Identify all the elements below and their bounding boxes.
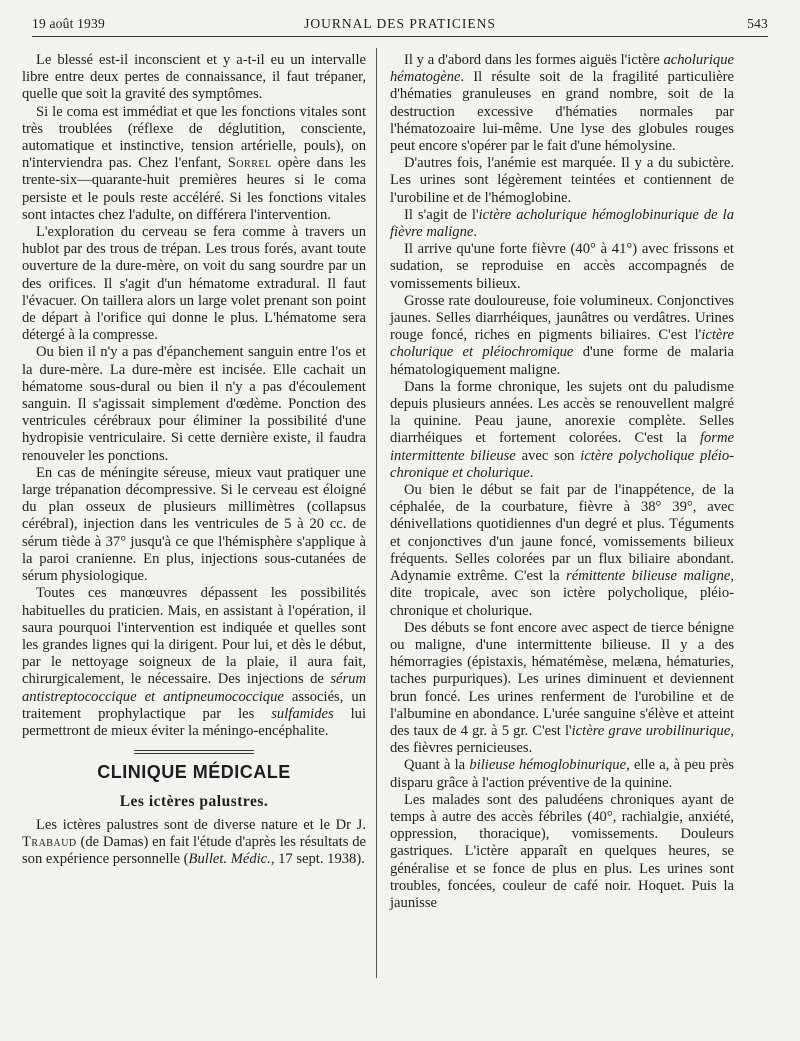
- header-page-number: 543: [747, 16, 768, 31]
- article-title: Les ictères palustres.: [119, 793, 269, 811]
- header-date: 19 août 1939: [32, 16, 105, 31]
- paragraph: Grosse rate douloureuse, foie volumineux. Conjonctives jaunes. Selles diarrhéiques, jaunâtres ou verdâtres. Urines rouge foncé, riches en pigments biliaires. C'est l'ictère cholurique et pléiochromique d'une forme de malaria hématologiquement maligne.: [390, 292, 734, 378]
- right-column: [390, 52, 734, 912]
- page-header: [32, 14, 768, 37]
- paragraph: Les ictères palustres sont de diverse nature et le Dr J. Trabaud (de Damas) en fait l'étude d'après les résultats de son expérience personnelle (Bullet. Médic., 17 sept. 1938).: [22, 816, 366, 867]
- author-name: Sorrel: [227, 155, 272, 172]
- paragraph: D'autres fois, l'anémie est marquée. Il y a du subictère. Les urines sont légèrement teintées et contiennent de l'urobiline et de l'hémoglobine.: [390, 155, 734, 206]
- section-separator: [134, 750, 254, 754]
- section-title: CLINIQUE MÉDICALE: [97, 762, 291, 783]
- paragraph: Si le coma est immédiat et que les fonctions vitales sont très troublées (réflexe de déglutition, consciente, automatique et instinctive, tension artérielle, pouls), on n'interviendra pas. Chez l'enfant, Sorrel opère dans les trente-six—quarante-huit premières heures si le coma persiste et le pouls reste accéléré. Si les fonctions vitales sont intactes chez l'adulte, on différera l'intervention.: [22, 103, 366, 223]
- author-name: Trabaud: [22, 833, 77, 850]
- paragraph: Il s'agit de l'ictère acholurique hémoglobinurique de la fièvre maligne.: [390, 206, 734, 241]
- paragraph: Le blessé est-il inconscient et y a-t-il eu un intervalle libre entre deux pertes de connaissance, il faut trépaner, quelle que soit la gravité des symptômes.: [22, 52, 366, 103]
- paragraph: Toutes ces manœuvres dépassent les possibilités habituelles du praticien. Mais, en assistant à l'opération, il saura pourquoi l'intervention est indiquée et quelles sont les grandes lignes qui la dirigent. Pour lui, et dès le début, par le nettoyage soigneux de la plaie, il aura fait, chirurgicalement, le nécessaire. Des injections de sérum antistreptococcique et antipneumococcique associés, un traitement prophylactique par les sulfamides lui permettront de mieux éviter la méningo-encéphalite.: [22, 585, 366, 739]
- paragraph: L'exploration du cerveau se fera comme à travers un hublot par des trous de trépan. Les trous forés, avant toute ouverture de la dure-mère, on voit du sang sourdre par un des orifices. Il s'agit d'un hématome extradural. Il faut l'évacuer. On taillera alors un large volet prenant son point de départ à l'orifice qui donne le plus. L'hématome sera détergé à la compresse.: [22, 224, 366, 344]
- paragraph: Ou bien le début se fait par de l'inappétence, de la céphalée, de la courbature, fièvre à 38° 39°, avec dénivellations quotidiennes d'un degré et plus. Téguments et conjonctives d'un jaune foncé, vomissements bilieux fréquents. Selles colorées par un flux biliaire abondant. Adynamie extrême. C'est la rémittente bilieuse maligne, dite tropicale, avec son ictère polycholique, pléio-chronique et cholurique.: [390, 482, 735, 619]
- paragraph: Des débuts se font encore avec aspect de tierce bénigne ou maligne, d'une intermittente bilieuse. Il y a des hémorragies (épistaxis, hématémèse, melæna, hématuries, taches purpuriques). Les urines diminuent et deviennent brun foncé. Les urines renferment de l'urobiline et de l'albumine en abondance. L'urée sanguine s'élève et atteint des taux de 4 gr. à 5 gr. C'est l'ictère grave urobilinurique, des fièvres pernicieuses.: [390, 619, 734, 757]
- left-column: [22, 52, 366, 868]
- paragraph: Ou bien il n'y a pas d'épanchement sanguin entre l'os et la dure-mère. La dure-mère est incisée. Elle cachait un hématome sous-dural ou bien il n'y a pas d'écoulement sanguin. Il s'agissait simplement d'œdème. Ponction des ventricules cérébraux pour éliminer la possibilité d'une hydropisie ventriculaire. Si cette dernière existe, il faudra renouveler les ponctions.: [22, 344, 366, 464]
- paragraph: Il arrive qu'une forte fièvre (40° à 41°) avec frissons et sudation, se reproduise en accès accompagnés de vomissements bilieux.: [390, 241, 734, 292]
- paragraph: En cas de méningite séreuse, mieux vaut pratiquer une large trépanation décompressive. Si le cerveau est éloigné du plan osseux de plusieurs millimètres (collapsus cérébral), injection dans les ventricules de 5 à 20 cc. de sérum tiède à 37° jusqu'à ce que l'hémisphère s'applique à la paroi cranienne. En plus, injections sous-cutanées de sérum physiologique.: [22, 464, 366, 585]
- paragraph: Dans la forme chronique, les sujets ont du paludisme depuis plusieurs années. Les accès se renouvellent malgré la quinine. Peau jaune, anorexie complète. Selles diarrhéiques et fortement colorées. C'est la forme intermittente bilieuse avec son ictère polycholique pléio-chronique et cholurique.: [390, 378, 734, 481]
- paragraph: Les malades sont des paludéens chroniques ayant de temps à autre des accès fébriles (40°, rachialgie, anxiété, oppression, thoracique), vomissements. Douleurs gastriques. L'ictère apparaît en quelques heures, se généralise et se fonce de plus en plus. Les urines sont troubles, foncées, couleur de café noir. Hoquet. Puis la jaunisse: [390, 791, 734, 911]
- column-divider: [376, 48, 377, 978]
- header-journal-title: JOURNAL DES PRATICIENS: [304, 16, 496, 31]
- paragraph: Quant à la bilieuse hémoglobinurique, elle a, à peu près disparu grâce à l'action préventive de la quinine.: [390, 757, 734, 791]
- paragraph: Il y a d'abord dans les formes aiguës l'ictère acholurique hématogène. Il résulte soit de la fragilité particulière d'hématies granuleuses en grand nombre, soit de la destruction excessive d'hématies normales par l'hématozoaire lui-même. Une lyse des globules rouges peut encore s'opérer par le fait d'une hémolysine.: [390, 52, 734, 155]
